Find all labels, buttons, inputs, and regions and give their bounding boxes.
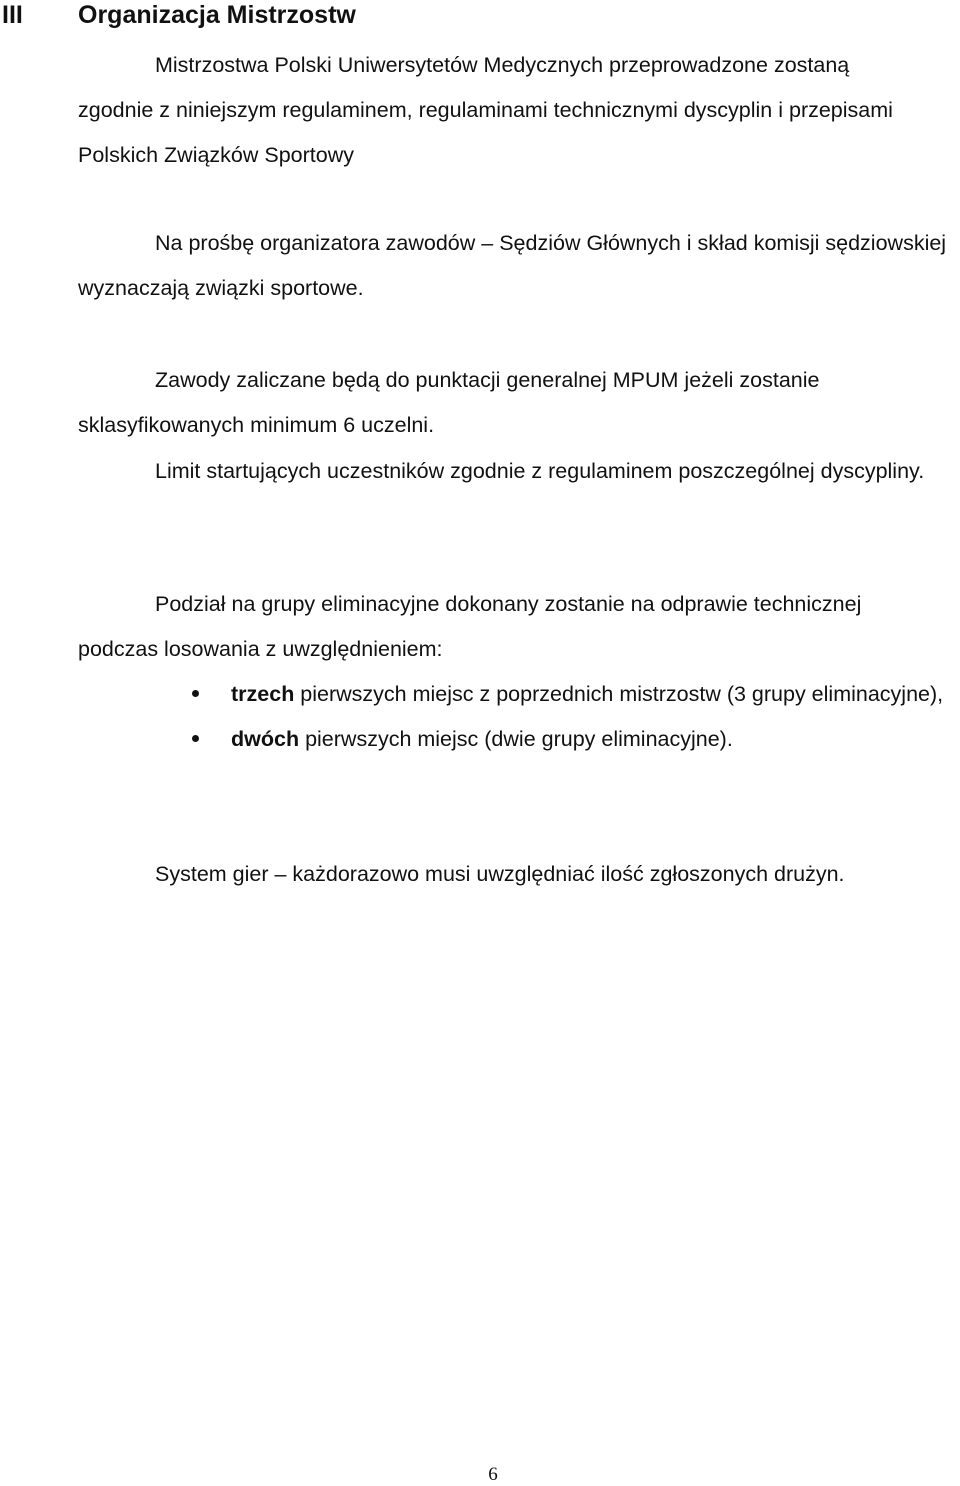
paragraph-championship-rules: Mistrzostwa Polski Uniwersytetów Medycznych przeprowadzone zostaną zgodnie z niniejszym regulaminem, regulaminami technicznymi dyscyplin i przepisami Polskich Związków Sportowy <box>78 53 893 167</box>
bullet-icon <box>192 735 199 742</box>
section-title: Organizacja Mistrzostw <box>78 1 356 29</box>
list-item <box>192 672 952 717</box>
paragraph-group-division: Podział na grupy eliminacyjne dokonany zostanie na odprawie technicznej podczas losowania z uwzględnieniem: <box>78 592 862 661</box>
bullet-text: pierwszych miejsc (dwie grupy eliminacyjne). <box>299 727 733 751</box>
bullet-text: pierwszych miejsc z poprzednich mistrzostw (3 grupy eliminacyjne), <box>294 682 944 706</box>
bullet-bold-term: trzech <box>231 682 295 706</box>
paragraph-participant-limit: Limit startujących uczestników zgodnie z regulaminem poszczególnej dyscypliny. <box>155 459 925 483</box>
bullet-icon <box>192 690 199 697</box>
paragraph-referees: Na prośbę organizatora zawodów – Sędziów Głównych i skład komisji sędziowskiej wyznaczają związki sportowe. <box>78 231 947 300</box>
page-number: 6 <box>488 1464 498 1485</box>
section-number: III <box>2 1 23 29</box>
bullet-bold-term: dwóch <box>231 727 300 751</box>
paragraph-game-system: System gier – każdorazowo musi uwzględniać ilość zgłoszonych drużyn. <box>155 862 845 886</box>
paragraph-scoring: Zawody zaliczane będą do punktacji generalnej MPUM jeżeli zostanie sklasyfikowanych minimum 6 uczelni. <box>78 368 820 437</box>
bullet-list <box>192 672 952 762</box>
list-item <box>192 717 952 762</box>
